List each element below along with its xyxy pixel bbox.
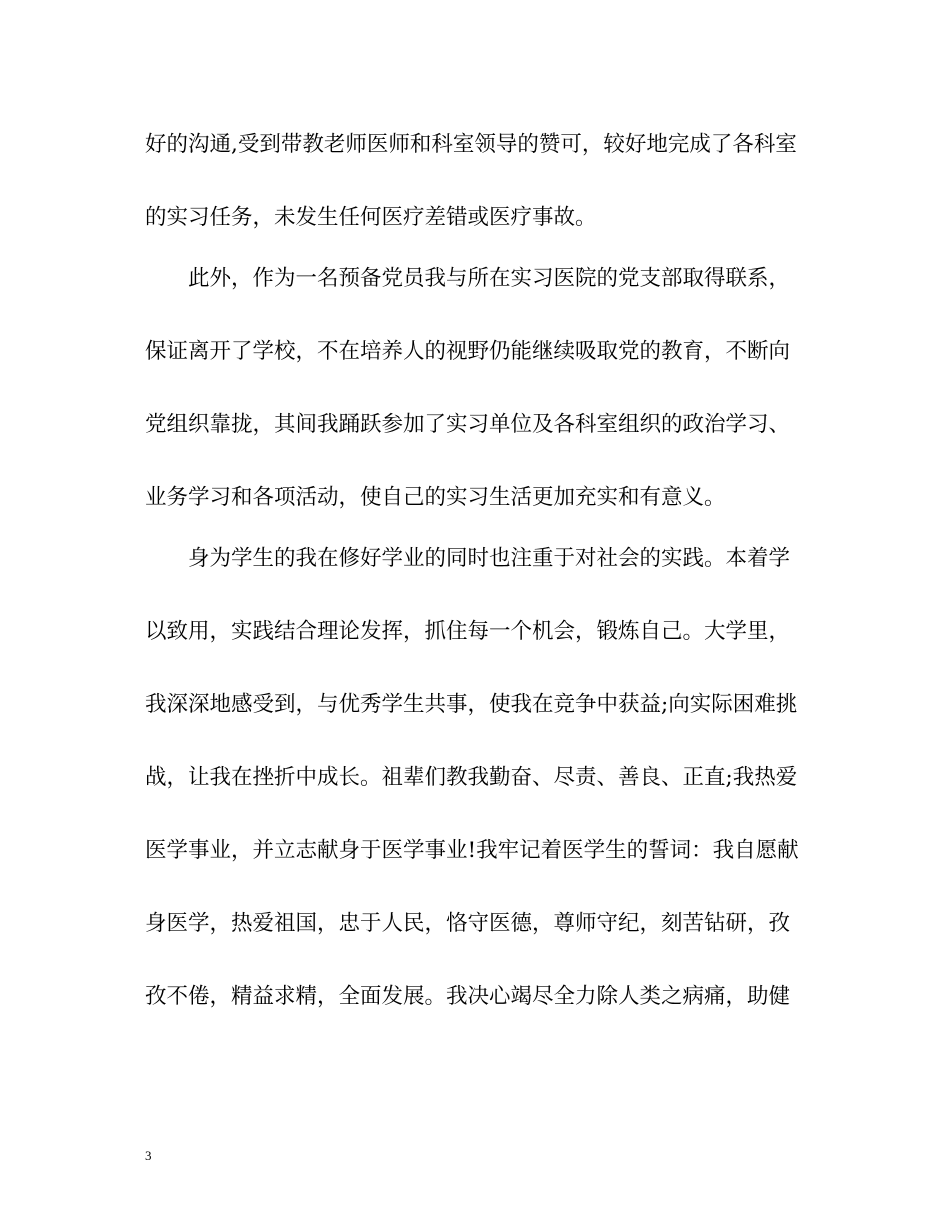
text-line: 我深深地感受到，与优秀学生共事，使我在竞争中获益;向实际困难挑 — [145, 692, 798, 717]
text-line: 的实习任务，未发生任何医疗差错或医疗事故。 — [145, 205, 597, 230]
text-line: 医学事业，并立志献身于医学事业!我牢记着医学生的誓词：我自愿献 — [145, 838, 799, 863]
paragraph-first-line: 身为学生的我在修好学业的同时也注重于对社会的实践。本着学 — [188, 546, 791, 571]
text-line: 以致用，实践结合理论发挥，抓住每一个机会，锻炼自己。大学里， — [145, 619, 791, 644]
paragraph-first-line: 此外，作为一名预备党员我与所在实习医院的党支部取得联系， — [188, 266, 791, 291]
page-number: 3 — [145, 1148, 152, 1163]
text-line: 身医学，热爱祖国，忠于人民，恪守医德，尊师守纪，刻苦钻研，孜 — [145, 911, 791, 936]
text-line: 战，让我在挫折中成长。祖辈们教我勤奋、尽责、善良、正直;我热爱 — [145, 765, 798, 790]
text-line: 党组织靠拢，其间我踊跃参加了实习单位及各科室组织的政治学习、 — [145, 412, 791, 437]
text-line: 业务学习和各项活动，使自己的实习生活更加充实和有意义。 — [145, 485, 726, 510]
text-line: 保证离开了学校，不在培养人的视野仍能继续吸取党的教育，不断向 — [145, 339, 791, 364]
text-line: 好的沟通,受到带教老师医师和科室领导的赞可，较好地完成了各科室 — [145, 132, 797, 157]
text-line: 孜不倦，精益求精，全面发展。我决心竭尽全力除人类之病痛，助健 — [145, 984, 791, 1009]
